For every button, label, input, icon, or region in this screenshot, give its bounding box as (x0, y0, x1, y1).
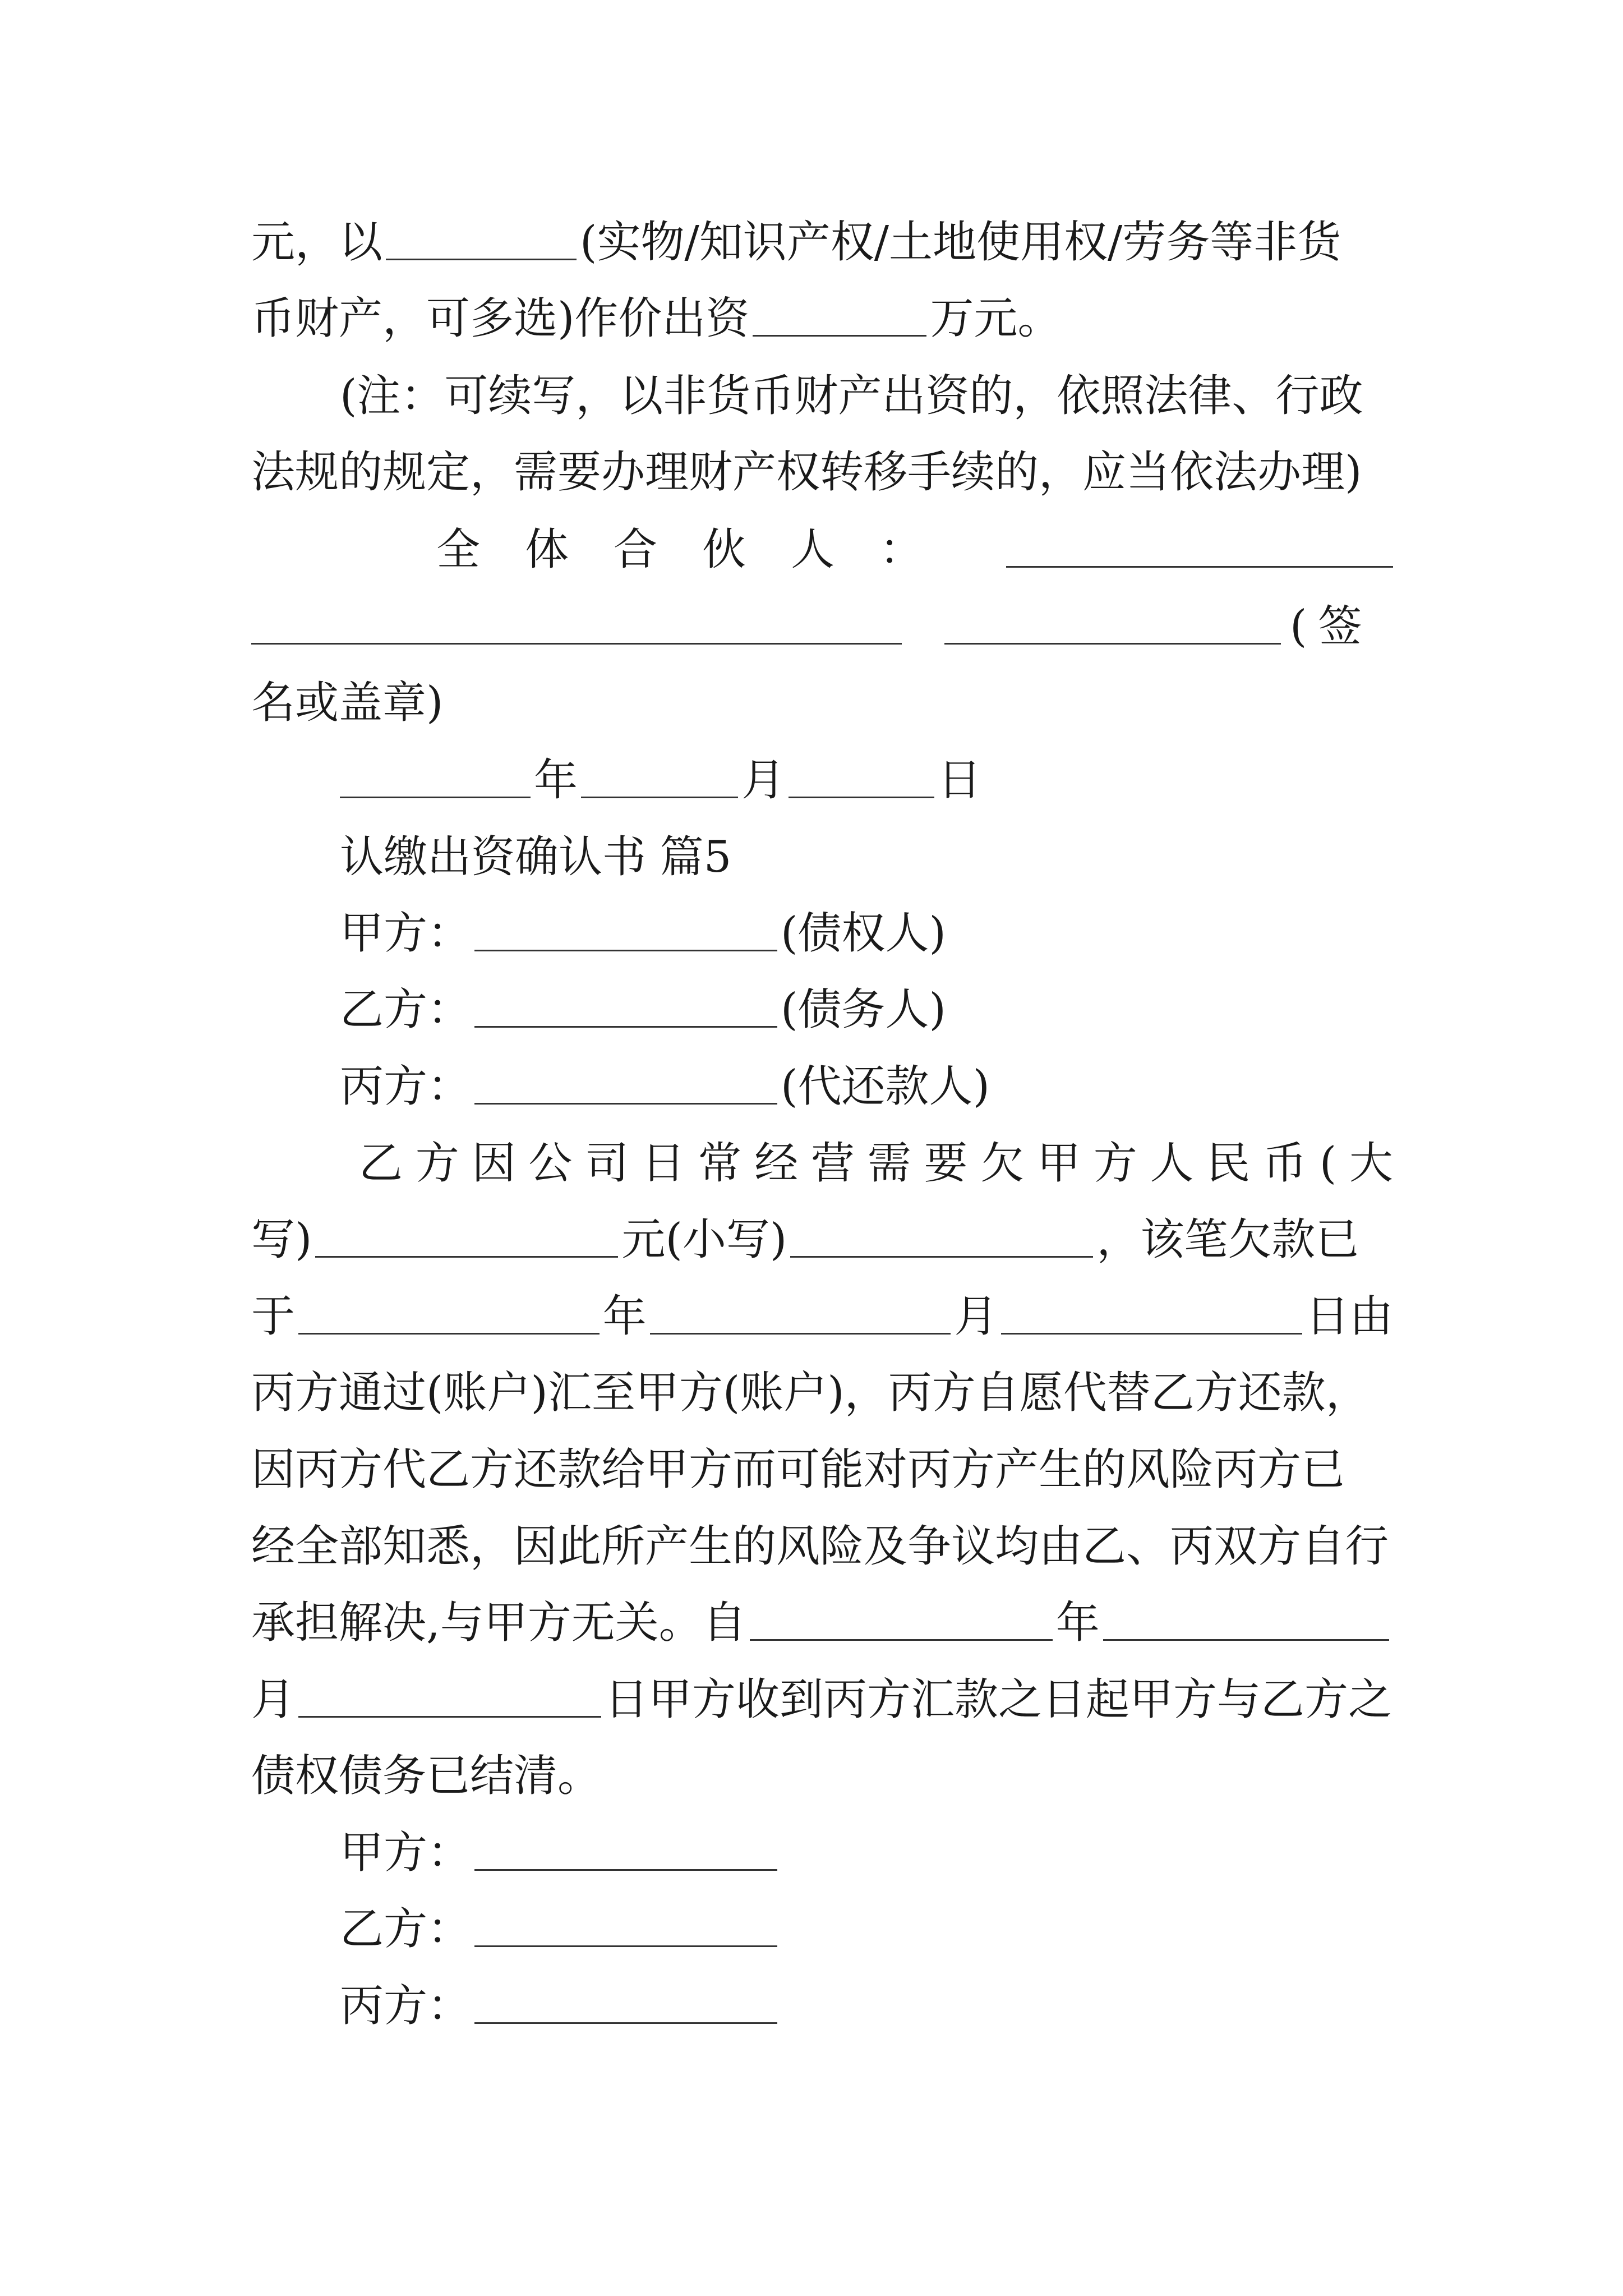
note-line: 法规的规定，需要办理财产权转移手续的，应当依法办理) (251, 447, 1362, 498)
body-line: 丙方通过(账户)汇至甲方(账户)，丙方自愿代替乙方还款， (251, 1368, 1370, 1418)
party-line: 乙方： (债务人) (340, 984, 946, 1035)
partners-blank-line: ( 签 (251, 599, 1393, 655)
fill-blank (298, 1294, 600, 1335)
section-title: 认缴出资确认书 篇5 (340, 832, 732, 882)
fill-blank (581, 757, 738, 798)
fill-blank (790, 1217, 1093, 1258)
fill-blank (944, 604, 1281, 645)
fill-blank (1103, 1600, 1389, 1641)
fill-blank (474, 1064, 777, 1105)
partners-line: 全 体 合 伙 人 ： (251, 522, 1393, 578)
body-line: 债权债务已结清。 (251, 1751, 602, 1801)
fill-blank (474, 1983, 777, 2024)
body-line: 月 日甲方收到丙方汇款之日起甲方与乙方之 (251, 1674, 1393, 1725)
fill-blank (315, 1217, 618, 1258)
note-line: (注：可续写，以非货币财产出资的，依照法律、行政 (340, 371, 1363, 421)
fill-blank (474, 1830, 777, 1871)
date-line: 年 月 日 (340, 752, 1393, 808)
signature-line: 丙方： (340, 1978, 1393, 2034)
text-line: 币财产，可多选)作价出资 万元。 (251, 293, 1062, 344)
body-line: 于 年 月 日由 (251, 1291, 1393, 1342)
body-line: 写) 元(小写) ，该笔欠款已 (251, 1214, 1359, 1265)
fill-blank (474, 1906, 777, 1947)
sign-note-line: 名或盖章) (251, 678, 444, 728)
body-line: 经全部知悉，因此所产生的风险及争议均由乙、丙双方自行 (251, 1521, 1389, 1572)
signature-line: 甲方： (340, 1825, 1393, 1881)
fill-blank (298, 1677, 601, 1718)
body-line: 因丙方代乙方还款给甲方而可能对丙方产生的风险丙方已 (251, 1444, 1345, 1495)
fill-blank (750, 1600, 1053, 1641)
fill-blank (474, 910, 777, 951)
party-line: 丙方： (代还款人) (340, 1061, 990, 1112)
signature-line: 乙方： (340, 1901, 1393, 1957)
fill-blank (789, 757, 934, 798)
fill-blank (1001, 1294, 1302, 1335)
fill-blank (753, 296, 926, 337)
fill-blank (340, 757, 531, 798)
fill-blank (650, 1294, 951, 1335)
party-line: 甲方： (债权人) (340, 908, 946, 959)
fill-blank (1006, 527, 1393, 568)
fill-blank (474, 987, 777, 1028)
body-line-spaced: 乙 方 因 公 司 日 常 经 营 需 要 欠 甲 方 人 民 币 ( 大 (359, 1138, 1393, 1189)
fill-blank (386, 219, 577, 260)
body-line: 承担解决,与甲方无关。自 年 (251, 1595, 1393, 1651)
text-line: 元，以 (实物/知识产权/土地使用权/劳务等非货 (251, 217, 1341, 268)
fill-blank (251, 604, 902, 645)
